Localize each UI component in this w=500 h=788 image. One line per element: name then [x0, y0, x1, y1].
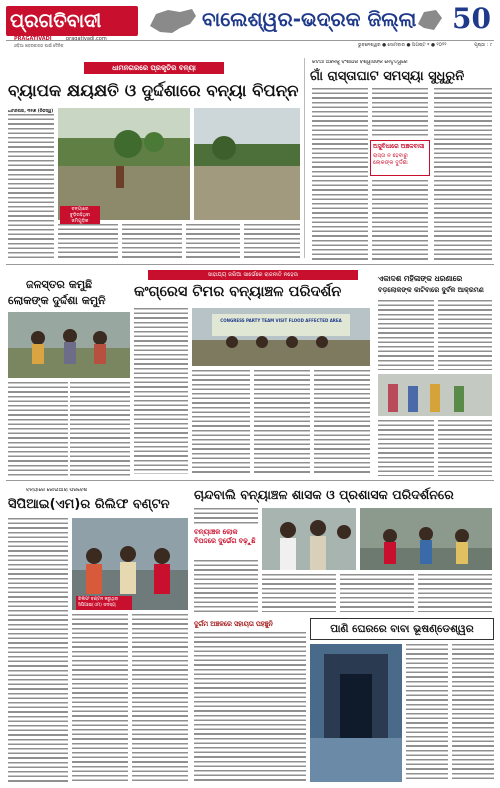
- villagers-image: [8, 312, 130, 378]
- body-col4: [314, 370, 370, 474]
- body-col4: [434, 88, 492, 260]
- protest-image: [378, 374, 492, 416]
- headline-line2: ବଡ଼ଲୋକଙ୍କ କାଟିବାରେ ଦୁର୍ବଳ ଆକ୍ରମଣ: [378, 286, 484, 294]
- flood-field-image: [58, 108, 190, 220]
- photo-caption: ବନ୍ୟାରେ ବୁଡ଼ିରହିଥିବା ଜମିଗୁଡ଼ିକ: [69, 207, 91, 224]
- body-col1: [134, 308, 188, 474]
- body-col1: [406, 644, 448, 782]
- photo-temple: [310, 644, 402, 782]
- photo-caption-box: [60, 206, 100, 224]
- callout-sub: ରାସ୍ତା ନ ହେବାରୁ ଲୋକଙ୍କ ଦୁର୍ଦ୍ଦଶା: [373, 153, 408, 166]
- story-dhamnagar: [6, 56, 302, 262]
- body-col4: [438, 420, 492, 476]
- photo-flood-visit: [360, 508, 492, 570]
- kicker-text: ବନ୍ୟାରେ କୋଇଁଆରା ପରିବେଶ: [26, 488, 88, 493]
- kicker-text: ସାହାଯ୍ୟ ଜରିଆ ସାର୍ଭେରେ ରାଜନୀତି ନହେଉ: [207, 272, 299, 278]
- body-col3: [372, 180, 428, 260]
- kicker-text: ଧାମନଗରରେ ପ୍ରକୃତିର ବନ୍ୟା: [112, 64, 196, 72]
- body-col5: [244, 224, 300, 260]
- story-water-level: [6, 268, 132, 478]
- anniversary-number: 50: [452, 2, 491, 35]
- headline-line2: ଲୋକଙ୍କ ଦୁର୍ଦ୍ଦଶା କମୁନି: [8, 294, 106, 307]
- anniversary-badge: [450, 4, 494, 38]
- body-col1: [8, 518, 68, 782]
- subhead-1: ବନ୍ୟାଞ୍ଚଳ ଲୋକ: [194, 528, 238, 536]
- headline-line1: ଜଳସ୍ତର କମୁଛି: [26, 278, 93, 291]
- body-col2: [452, 644, 494, 782]
- headline: ଗାଁ ରାସ୍ତାଘାଟ ସମସ୍ୟା ସୁଧୁରୁନି: [310, 69, 465, 84]
- flood-water-image: [194, 108, 300, 220]
- photo-congress-team: [192, 308, 370, 366]
- story-chandbali-visit: [192, 484, 494, 614]
- photo-caption: ରିଲିଫ ବଣ୍ଟନ କରୁଥିବା ସିପିଆଇ(ଏମ) ସଦସ୍ୟ: [78, 597, 119, 608]
- body-col1: [194, 632, 306, 782]
- photo-caption-box: [76, 596, 132, 610]
- story-cpim-relief: [6, 484, 190, 784]
- body-col4: [340, 574, 414, 612]
- body-col2: [58, 224, 118, 260]
- body-col2: [194, 560, 258, 612]
- subhead-box: [194, 528, 258, 558]
- photo-protest: [378, 374, 492, 416]
- kicker-banner: [84, 62, 224, 74]
- logo-box: [6, 6, 138, 36]
- body-col2: [70, 382, 130, 476]
- tagline: ଓଡ଼ିଆ ଖବରକାଗଜ ପାଇଁ ଦୈନିକ: [14, 43, 64, 48]
- masthead: [6, 4, 494, 52]
- headline: ପାଣି ଘେରରେ ବାବା ଭୂଷଣ୍ଡେଶ୍ୱର: [330, 623, 474, 635]
- story-remote-areas: [192, 618, 308, 784]
- callout-text: ଅସୁବିଧାରେ ଅଞ୍ଚଳବାସୀ: [373, 143, 425, 150]
- body-col1: [312, 88, 368, 260]
- body-col5: [418, 574, 492, 612]
- body-col3: [262, 574, 336, 612]
- photo-officials: [262, 508, 356, 570]
- story-congress-visit: [134, 268, 372, 478]
- photo-villagers: [8, 312, 130, 378]
- subhead-2: ବିପଦ୍ଦରେ ଦୁର୍ଭେଗ ବଢ଼ୁଛି: [194, 537, 256, 545]
- body-col3: [378, 420, 434, 476]
- section-divider-2: [6, 480, 494, 481]
- body-col1: [8, 114, 54, 260]
- kicker-banner: [148, 270, 358, 280]
- headline: ବ୍ୟାପକ କ୍ଷୟକ୍ଷତି ଓ ଦୁର୍ଦ୍ଦଶାରେ ବନ୍ୟା ବିପନ୍ନ: [8, 81, 299, 100]
- body-col1: [378, 300, 434, 370]
- body-col3: [132, 614, 188, 782]
- body-col3: [122, 224, 182, 260]
- story-village-roads: [308, 56, 494, 262]
- body-col2: [72, 614, 128, 782]
- headline: ଚାନ୍ଦବାଲି ବନ୍ୟାଞ୍ଚଳ ଶାସକ ଓ ପ୍ରଶାସକ ପରିଦର୍ଶନରେ: [194, 487, 454, 502]
- district-title: ବାଲେଶ୍ୱର-ଭଦ୍ରକ ଜିଲ୍ଲା: [202, 7, 417, 31]
- headline: କଂଗ୍ରେସ ଟିମର ବନ୍ୟାଞ୍ଚଳ ପରିଦର୍ଶନ: [134, 284, 342, 300]
- district-map-icon: [416, 8, 444, 32]
- story-baba-bhushandeswar: [310, 618, 494, 784]
- body-col2: [192, 370, 250, 474]
- photo-flood-water: [194, 108, 300, 220]
- headline-line1: ଏକାଦଶ ମହିଳାଙ୍କ ଧରଣାରେ: [378, 274, 463, 283]
- headline: ସିପିଆଇ(ଏମ)ର ରିଲିଫ ବଣ୍ଟନ: [8, 497, 170, 512]
- body-col3: [254, 370, 310, 474]
- kicker-text: କଟିଆ ଅଞ୍ଚଳକୁ ବଂଶୀଧର ବିଶ୍ୱାସିଙ୍କ ନେତୃତ୍ୱରେ: [312, 60, 408, 65]
- page-number: ପୃଷ୍ଠା : ୯: [474, 43, 492, 48]
- banner-text: CONGRESS PARTY TEAM VISIT FLOOD AFFECTED AREA: [220, 318, 342, 323]
- body-col2: [372, 88, 428, 136]
- photo-flood-field: [58, 108, 190, 220]
- site-url: pragativadi.com: [66, 36, 107, 42]
- column-divider: [304, 58, 305, 258]
- logo-text: ପ୍ରଗତିବାଦୀ: [10, 10, 102, 32]
- congress-team-image: [192, 308, 370, 366]
- logo-sub: PRAGATIVADI: [14, 36, 52, 42]
- dateline: ଧାମନଗର, ୩୧ା୭ (ନିଜସ୍ୱ): [8, 108, 54, 113]
- odisha-map-icon: [146, 6, 198, 36]
- officials-image: [262, 508, 356, 570]
- body-col4: [186, 224, 240, 260]
- story-women-protest: [376, 268, 494, 478]
- headline-box: [310, 618, 494, 640]
- callout-box: [370, 140, 430, 176]
- body-col1: [8, 382, 68, 476]
- section-divider: [6, 264, 494, 265]
- body-col2: [438, 300, 492, 370]
- temple-image: [310, 644, 402, 782]
- headline: ଦୁର୍ଗମ ଅଞ୍ଚଳରେ ସହାୟତା ପହଞ୍ଚୁନି: [194, 620, 273, 628]
- date-line: ଭୁବନେଶ୍ୱର ● ସୋମବାର ● ଅଗଷ୍ଟ ୧ ● ୨୦୨୨: [358, 43, 447, 48]
- body-col1: [194, 508, 258, 526]
- flood-visit-image: [360, 508, 492, 570]
- date-bar: [6, 40, 494, 48]
